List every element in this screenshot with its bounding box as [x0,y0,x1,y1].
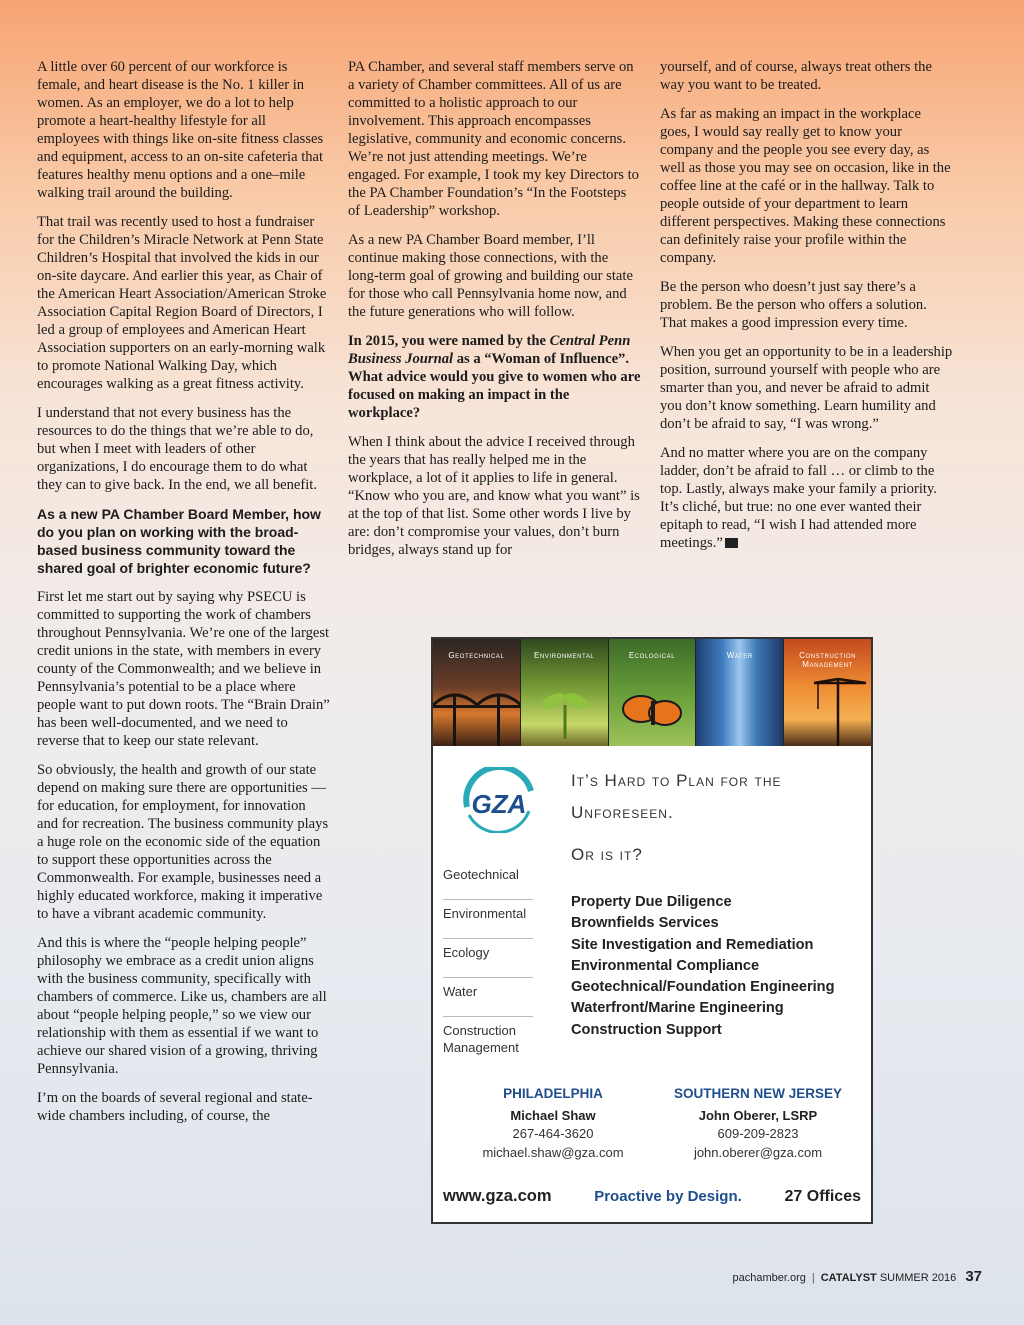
paragraph [660,444,954,552]
paragraph: That trail was recently used to host a fundraiser for the Children’s Miracle Network at Penn State Children’s Hospital that involved the kids in our on-site daycare. And earlier this year, as Chair of the American Heart Association/American Stroke Association Capital Region Board of Directors, I led a group of employees and American Heart Association supporters on an early-morning walk to promote National Walking Day, which encourages walking as a great fitness activity. [37,214,327,392]
service-item: Waterfront/Marine Engineering [571,1000,784,1017]
seedling-icon [521,639,609,746]
paragraph: A little over 60 percent of our workforce is female, and heart disease is the No. 1 killer in women. As an employer, we do a lot to help promote a heart-healthy lifestyle for all employees with things like on-site fitness classes and equipment, access to an on-site cafeteria that features healthy menu options and a one–mile walking trail around the building. [37,59,324,201]
footer-divider: | [811,1272,815,1284]
gza-advertisement[interactable] [431,637,873,1224]
paragraph: PA Chamber, and several staff members serve on a variety of Chamber committees. All of us are committed to a holistic approach to our involvement. This approach encompasses legislative, community and economic concerns. We’re not just attending meetings. We’re engaged. For example, I took my key Directors to the PA Chamber Foundation’s “In the Footsteps of Leadership” workshop. [348,59,639,219]
paragraph: First let me start out by saying why PSECU is committed to supporting the work of chambers throughout Pennsylvania. We’re one of the largest credit unions in the state, with members in every county of the Commonwealth; and we believe in Pennsylvania’s potential to be a place where people want to put down roots. The “Brain Drain” has been well-documented, and we need to reverse that to keep our state relevant. [37,589,330,749]
ad-headline [571,765,861,871]
website-link[interactable]: www.gza.com [443,1187,552,1205]
article-column-1 [37,58,330,1136]
paragraph: I understand that not every business has the resources to do the things that we’re able to do, but when I meet with leaders of other organizations, I do encourage them to do what they can to give back. In the end, we all benefit. [37,405,318,493]
ad-image-strip [433,639,871,746]
butterfly-icon [609,639,697,746]
headline-line: It’s Hard to Plan for the Unforeseen. [571,771,782,822]
bridge-photo-tile [433,639,521,746]
contact-name: Michael Shaw [510,1107,596,1123]
contact-email[interactable]: john.oberer@gza.com [693,1144,823,1160]
tile-label: Water [726,651,753,660]
crane-photo-tile [784,639,871,746]
gza-logo [459,767,539,833]
tagline: Proactive by Design. [594,1188,742,1205]
paragraph: yourself, and of course, always treat others the way you want to be treated. [660,59,932,93]
office-city: PHILADELPHIA [503,1086,603,1101]
publication-name: Central Penn Business Journal [348,333,631,367]
services-list [571,892,867,1041]
interview-question [348,332,641,422]
tile-label: Construction Management [799,651,857,669]
headline-question: Or is it? [571,845,643,864]
butterfly-photo-tile [609,639,697,746]
paragraph: As far as making an impact in the workplace goes, I would say really get to know your company and the people you see every day, as well as those you may see on occasion, like in the coffee line at the café or in the hallway. Talk to people outside of your department to learn different perspectives. Making these connections can definitely raise your profile within the company. [660,106,951,266]
list-item: Water [443,978,533,1017]
bridge-icon [433,639,521,746]
magazine-name: CATALYST [820,1272,877,1284]
seedling-photo-tile [521,639,609,746]
contact-phone[interactable]: 609-209-2823 [717,1126,799,1141]
question-text: In 2015, you were named by the [348,333,550,349]
service-item: Brownfields Services [571,915,719,932]
question-text: as a “Woman of Influence”. What advice would you give to women who are focused on making an impact in the workplace? [348,351,641,421]
service-item: Construction Support [571,1021,722,1038]
paragraph: I’m on the boards of several regional and state-wide chambers including, of course, the [37,1090,313,1124]
article-column-2 [348,58,641,570]
issue-label: SUMMER 2016 [879,1272,957,1284]
paragraph: When you get an opportunity to be in a leadership position, surround yourself with people who are smarter than you, and never be afraid to admit you don’t know something. Learn humility and don’t be afraid to say, “I was wrong.” [660,344,953,432]
logo-text: GZA [471,789,527,819]
office-philadelphia [463,1085,643,1162]
service-item: Property Due Diligence [571,894,732,910]
paragraph: As a new PA Chamber Board member, I’ll continue making those connections, with the long-term goal of growing and building our state for those who call Pennsylvania home now, and the future generations who will follow. [348,232,633,320]
list-item: Construction Management [443,1023,519,1055]
interview-question: As a new PA Chamber Board Member, how do you plan on working with the broad-based business community toward the shared goal of brighter economic future? [37,506,321,576]
ad-footer [443,1187,861,1206]
article-column-3 [660,58,954,563]
paragraph: Be the person who doesn’t just say there’s a problem. Be the person who offers a solution. That makes a good impression every time. [660,279,927,331]
end-of-article-icon [725,538,738,548]
list-item: Environmental [443,900,533,939]
paragraph: When I think about the advice I received through the years that has really helped me in the workplace, a lot of it applies to life in general. “Know who you are, and know what you want” is at the top of that list. Some other words I live by are: don’t compromise your values, don’t burn bridges, always stand up for [348,434,640,558]
paragraph: And this is where the “people helping people” philosophy we embrace as a credit union aligns with the business community, specifically with chambers of commerce. Like us, chambers are all about “people helping people,” so we view our relationship with them as essential if we want to achieve our shared vision of a growing, thriving Pennsylvania. [37,935,327,1077]
closing-text: And no matter where you are on the company ladder, don’t be afraid to fall … or climb to the top. Lastly, always make your family a priority. It’s cliché, but true: no one ever wanted their epitaph to read, “I wish I had attended more meetings.” [660,445,937,551]
contact-email[interactable]: michael.shaw@gza.com [482,1144,624,1160]
service-item: Environmental Compliance [571,957,760,974]
service-item: Site Investigation and Remediation [571,936,814,953]
service-item: Geotechnical/Foundation Engineering [571,979,835,996]
tile-label: Geotechnical [448,651,505,660]
office-southern-new-jersey [658,1085,858,1162]
crane-icon [784,639,871,746]
service-category-list [443,861,533,1066]
contact-phone[interactable]: 267-464-3620 [512,1126,594,1141]
tile-label: Ecological [628,651,676,660]
page-footer [732,1268,982,1285]
contact-name: John Oberer, LSRP [698,1107,818,1123]
site-url[interactable]: pachamber.org [732,1272,806,1284]
paragraph: So obviously, the health and growth of our state depend on making sure there are opportunities — for education, for employment, for innovation and for recreation. The business community plays a huge role on the economic side of the equation to support these opportunities across the Commonwealth. For example, businesses need a highly educated workforce, making it imperative to have a vibrant academic community. [37,762,329,922]
list-item: Geotechnical [443,861,533,900]
office-count: 27 Offices [784,1188,861,1205]
tile-label: Environmental [534,651,595,660]
waterfall-photo-tile [696,639,784,746]
list-item: Ecology [443,939,533,978]
page-number: 37 [965,1268,982,1285]
office-city: SOUTHERN NEW JERSEY [673,1086,843,1101]
